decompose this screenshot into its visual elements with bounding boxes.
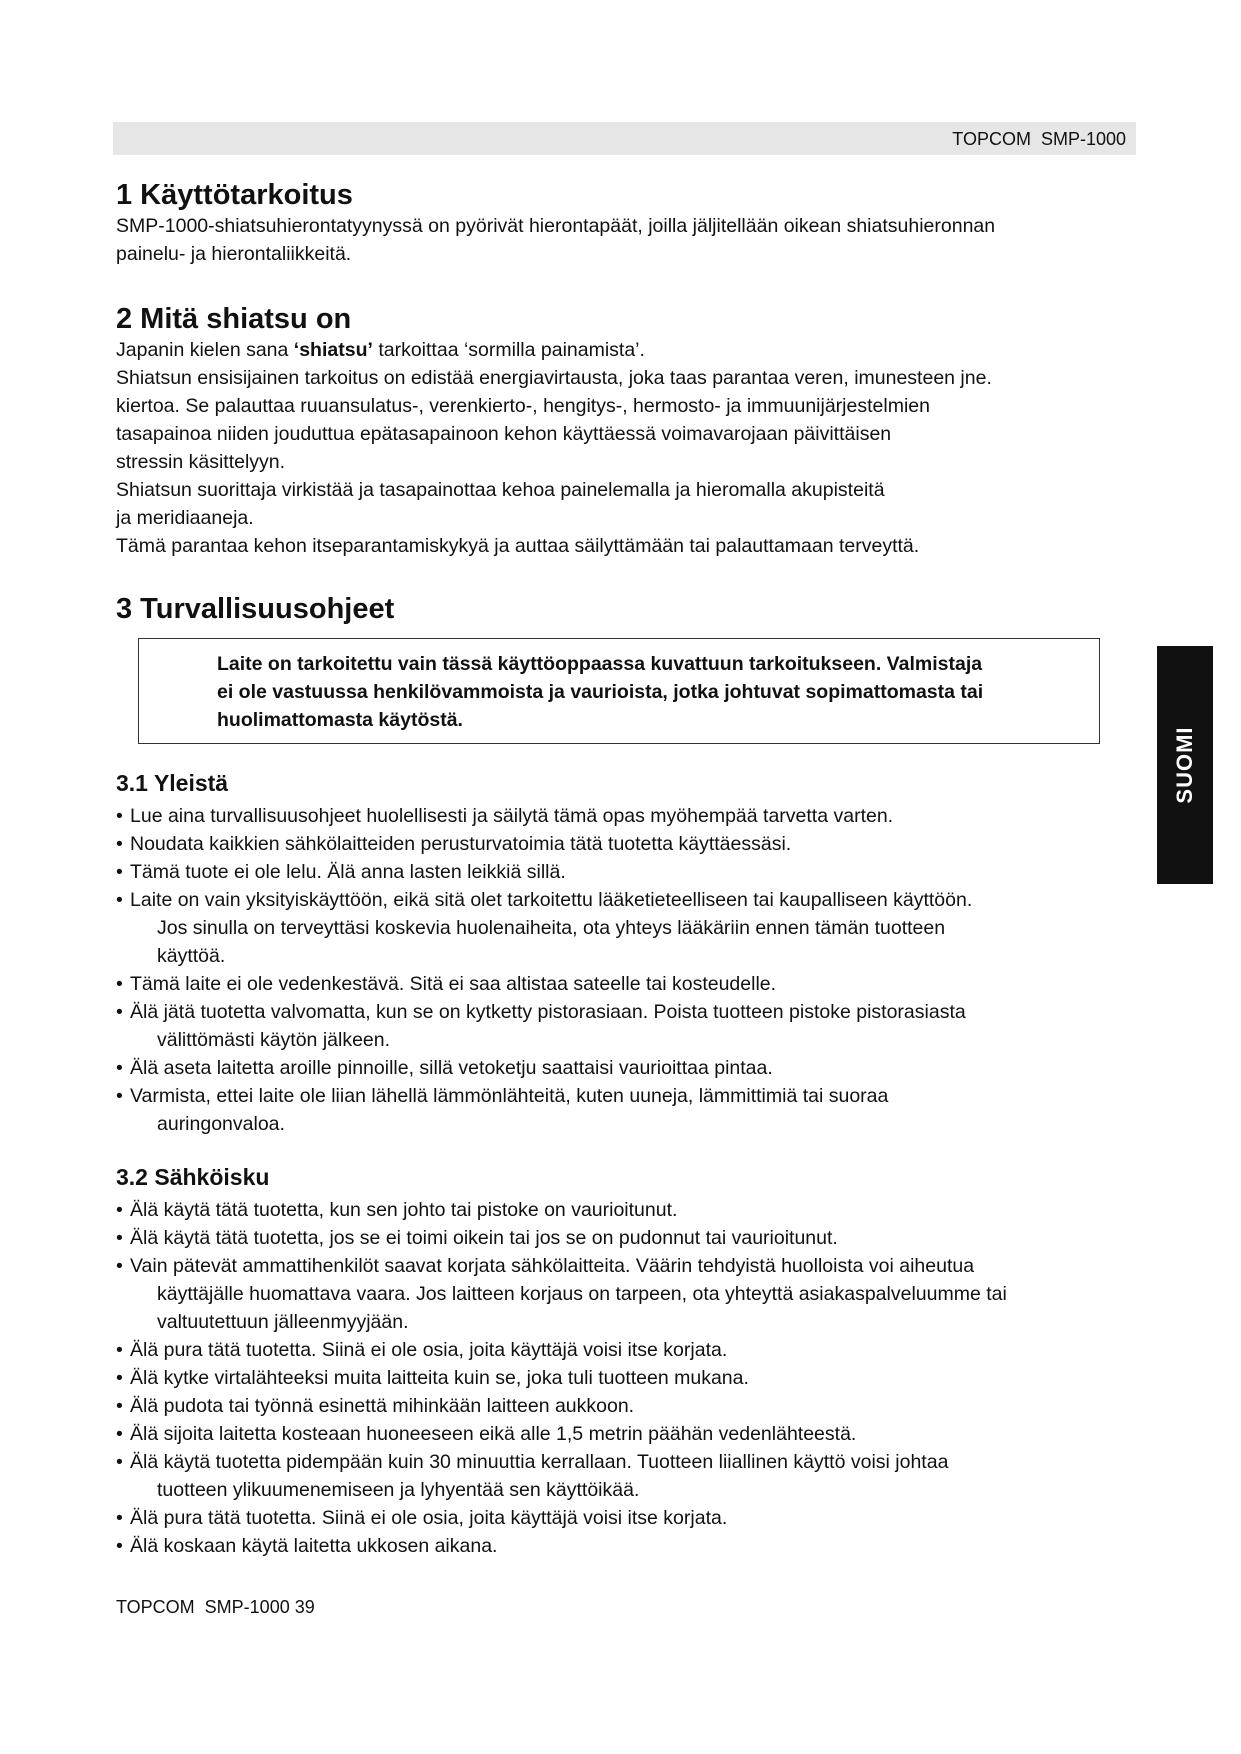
header-text: TOPCOM SMP-1000 <box>952 129 1126 149</box>
bullet-icon: • <box>116 1001 123 1023</box>
bullet-list <box>116 1196 1007 1560</box>
text-line: Shiatsun ensisijainen tarkoitus on edistää energiavirtausta, joka taas parantaa veren, imunesteen jne. <box>116 367 992 389</box>
list-item-text: tuotteen ylikuumenemiseen ja lyhyentää sen käyttöikää. <box>157 1479 640 1501</box>
bullet-icon: • <box>116 1057 123 1079</box>
list-item-text: Varmista, ettei laite ole liian lähellä lämmönlähteitä, kuten uuneja, lämmittimiä tai suoraa <box>130 1085 889 1107</box>
list-item <box>116 1082 972 1138</box>
bullet-icon: • <box>116 861 123 883</box>
subsection-general <box>116 768 972 1138</box>
list-item-text: Älä koskaan käytä laitetta ukkosen aikana. <box>130 1535 498 1557</box>
subsection-heading: 3.1 Yleistä <box>116 770 229 796</box>
warning-line: huolimattomasta käytöstä. <box>217 709 463 731</box>
section-what-is-shiatsu <box>116 302 992 560</box>
list-item <box>116 1532 1007 1560</box>
warning-text <box>217 650 1087 734</box>
list-item <box>116 1196 1007 1224</box>
list-item-text: Älä aseta laitetta aroille pinnoille, sillä vetoketju saattaisi vaurioittaa pintaa. <box>130 1057 773 1079</box>
list-item-text: Vain pätevät ammattihenkilöt saavat korjata sähkölaitteita. Väärin tehdyistä huolloista voi aiheutua <box>130 1255 975 1277</box>
list-item-text: välittömästi käytön jälkeen. <box>157 1029 391 1051</box>
bullet-icon: • <box>116 973 123 995</box>
text-line: Japanin kielen sana <box>116 339 294 361</box>
section-paragraph <box>116 336 992 560</box>
list-item <box>116 886 972 970</box>
list-item <box>116 1054 972 1082</box>
text-line: stressin käsittelyyn. <box>116 451 286 473</box>
list-item <box>116 830 972 858</box>
list-item <box>116 802 972 830</box>
section-safety <box>116 592 394 626</box>
bullet-icon: • <box>116 833 123 855</box>
list-item-text: Älä käytä tuotetta pidempään kuin 30 minuuttia kerrallaan. Tuotteen liiallinen käyttö voisi johtaa <box>130 1451 949 1473</box>
list-item-text: Tämä laite ei ole vedenkestävä. Sitä ei saa altistaa sateelle tai kosteudelle. <box>130 973 777 995</box>
text-line: painelu- ja hierontaliikkeitä. <box>116 243 352 265</box>
bullet-icon: • <box>116 1535 123 1557</box>
bullet-icon: • <box>116 1339 123 1361</box>
list-item-text: Laite on vain yksityiskäyttöön, eikä sitä olet tarkoitettu lääketieteelliseen tai kaupalliseen käyttöön. <box>130 889 973 911</box>
section-paragraph <box>116 212 995 268</box>
bullet-list <box>116 802 972 1138</box>
list-item-text: Älä kytke virtalähteeksi muita laitteita kuin se, joka tuli tuotteen mukana. <box>130 1367 749 1389</box>
list-item-text: valtuutettuun jälleenmyyjään. <box>157 1311 409 1333</box>
section-heading: 3 Turvallisuusohjeet <box>116 593 395 625</box>
list-item-text: Älä pura tätä tuotetta. Siinä ei ole osia, joita käyttäjä voisi itse korjata. <box>130 1507 728 1529</box>
list-item <box>116 1364 1007 1392</box>
text-line: Tämä parantaa kehon itseparantamiskykyä ja auttaa säilyttämään tai palauttamaan terveyttä. <box>116 535 920 557</box>
warning-line: Laite on tarkoitettu vain tässä käyttöoppaassa kuvattuun tarkoitukseen. Valmistaja <box>217 653 983 675</box>
list-item <box>116 970 972 998</box>
list-item-text: Noudata kaikkien sähkölaitteiden perusturvatoimia tätä tuotetta käyttäessäsi. <box>130 833 792 855</box>
page-footer: TOPCOM SMP-1000 39 <box>116 1597 315 1617</box>
text-line: tasapainoa niiden jouduttua epätasapainoon kehon käyttäessä voimavarojaan päivittäisen <box>116 423 892 445</box>
bullet-icon: • <box>116 889 123 911</box>
text-line: tarkoittaa ‘sormilla painamista’. <box>372 339 645 361</box>
list-item-text: Älä käytä tätä tuotetta, jos se ei toimi oikein tai jos se on pudonnut tai vaurioitunut. <box>130 1227 838 1249</box>
text-line: ja meridiaaneja. <box>116 507 254 529</box>
list-item <box>116 998 972 1054</box>
page-header <box>113 122 1136 155</box>
bullet-icon: • <box>116 1227 123 1249</box>
list-item-text: Älä jätä tuotetta valvomatta, kun se on kytketty pistorasiaan. Poista tuotteen pistoke pistorasiasta <box>130 1001 966 1023</box>
bullet-icon: • <box>116 1423 123 1445</box>
list-item <box>116 1252 1007 1336</box>
section-purpose <box>116 178 995 268</box>
warning-box <box>138 638 1100 744</box>
list-item-text: Älä käytä tätä tuotetta, kun sen johto tai pistoke on vaurioitunut. <box>130 1199 678 1221</box>
language-tab-label: SUOMI <box>1172 726 1197 804</box>
section-heading: 1 Käyttötarkoitus <box>116 179 353 211</box>
list-item-text: Älä sijoita laitetta kosteaan huoneeseen eikä alle 1,5 metrin päähän vedenlähteestä. <box>130 1423 857 1445</box>
list-item <box>116 1336 1007 1364</box>
bullet-icon: • <box>116 1395 123 1417</box>
bullet-icon: • <box>116 1085 123 1107</box>
list-item <box>116 1392 1007 1420</box>
list-item-text: käyttäjälle huomattava vaara. Jos laitteen korjaus on tarpeen, ota yhteyttä asiakaspalveluumme tai <box>157 1283 1007 1305</box>
warning-line: ei ole vastuussa henkilövammoista ja vaurioista, jotka johtuvat sopimattomasta tai <box>217 681 984 703</box>
bullet-icon: • <box>116 1507 123 1529</box>
bullet-icon: • <box>116 1255 123 1277</box>
text-line: kiertoa. Se palauttaa ruuansulatus-, verenkierto-, hengitys-, hermosto- ja immuunijärjestelmien <box>116 395 930 417</box>
language-tab <box>1157 646 1213 884</box>
bullet-icon: • <box>116 1367 123 1389</box>
list-item-text: Älä pura tätä tuotetta. Siinä ei ole osia, joita käyttäjä voisi itse korjata. <box>130 1339 728 1361</box>
section-heading: 2 Mitä shiatsu on <box>116 303 352 335</box>
bullet-icon: • <box>116 1451 123 1473</box>
list-item-text: Tämä tuote ei ole lelu. Älä anna lasten leikkiä sillä. <box>130 861 566 883</box>
list-item <box>116 1448 1007 1504</box>
list-item <box>116 1224 1007 1252</box>
text-line: SMP-1000-shiatsuhierontatyynyssä on pyörivät hierontapäät, joilla jäljitellään oikean shiatsuhieronnan <box>116 215 996 237</box>
list-item-text: Älä pudota tai työnnä esinettä mihinkään laitteen aukkoon. <box>130 1395 635 1417</box>
list-item <box>116 1420 1007 1448</box>
bullet-icon: • <box>116 805 123 827</box>
list-item <box>116 858 972 886</box>
list-item-text: Lue aina turvallisuusohjeet huolellisesti ja säilytä tämä opas myöhempää tarvetta varten. <box>130 805 894 827</box>
list-item-text: Jos sinulla on terveyttäsi koskevia huolenaiheita, ota yhteys lääkäriin ennen tämän tuotteen <box>157 917 946 939</box>
list-item <box>116 1504 1007 1532</box>
list-item-text: käyttöä. <box>157 945 226 967</box>
bullet-icon: • <box>116 1199 123 1221</box>
subsection-electric-shock <box>116 1162 1007 1560</box>
subsection-heading: 3.2 Sähköisku <box>116 1164 270 1190</box>
list-item-text: auringonvaloa. <box>157 1113 285 1135</box>
text-line: Shiatsun suorittaja virkistää ja tasapainottaa kehoa painelemalla ja hieromalla akupisteitä <box>116 479 885 501</box>
bold-term: ‘shiatsu’ <box>293 339 373 361</box>
